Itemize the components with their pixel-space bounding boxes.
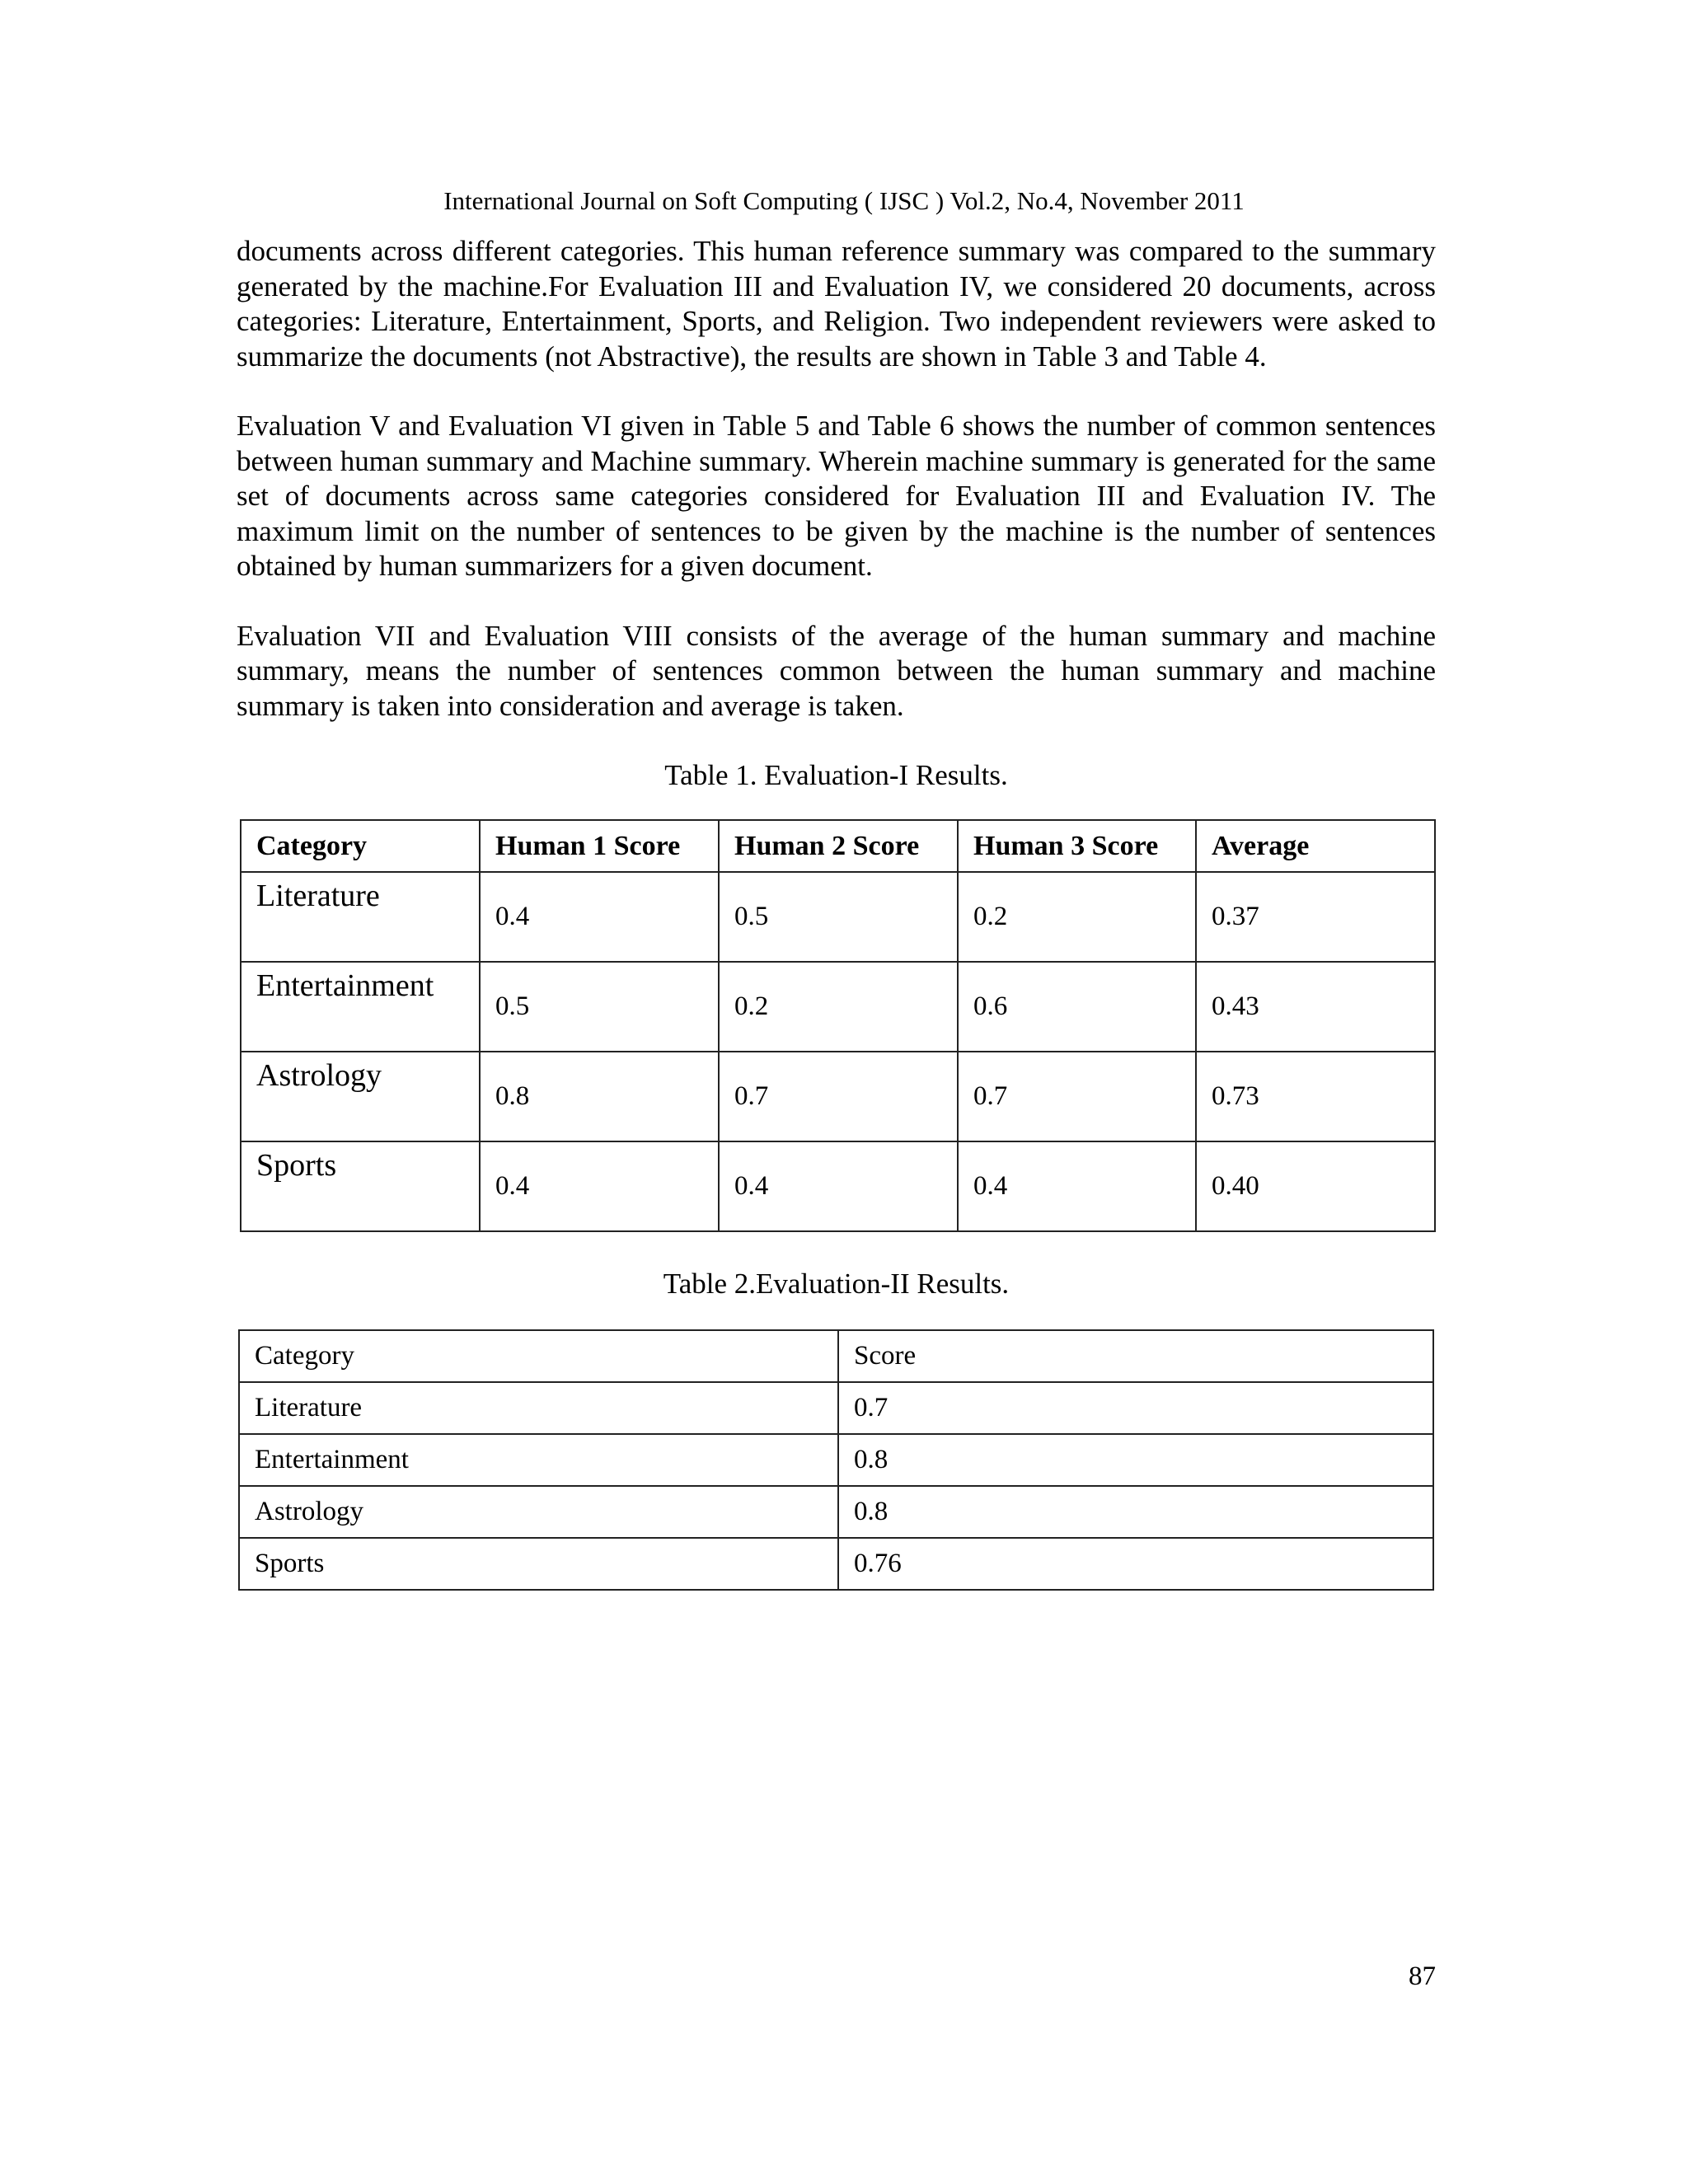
table2-caption: Table 2.Evaluation-II Results. bbox=[663, 1268, 1010, 1300]
category-cell: Literature bbox=[241, 872, 480, 962]
column-header: Score bbox=[838, 1330, 1433, 1382]
score-cell: 0.8 bbox=[838, 1486, 1433, 1538]
score-cell: 0.8 bbox=[480, 1052, 719, 1141]
score-cell: 0.2 bbox=[958, 872, 1196, 962]
category-cell: Entertainment bbox=[241, 962, 480, 1052]
score-cell: 0.5 bbox=[719, 872, 958, 962]
score-cell: 0.76 bbox=[838, 1538, 1433, 1590]
score-cell: 0.2 bbox=[719, 962, 958, 1052]
table-header-row bbox=[239, 1330, 1433, 1382]
column-header: Human 1 Score bbox=[480, 820, 719, 872]
average-cell: 0.73 bbox=[1196, 1052, 1435, 1141]
table-row bbox=[241, 872, 1435, 962]
average-cell: 0.37 bbox=[1196, 872, 1435, 962]
score-cell: 0.6 bbox=[958, 962, 1196, 1052]
score-cell: 0.4 bbox=[480, 872, 719, 962]
body-paragraph: Evaluation V and Evaluation VI given in Table 5 and Table 6 shows the number of common sentences between human summary and Machine summary. Wherein machine summary is generated for the same set of documents across same categories considered for Evaluation III and Evaluation IV. The maximum limit on the number of sentences to be given by the machine is the number of sentences obtained by human summarizers for a given document. bbox=[237, 410, 1436, 582]
table1-caption: Table 1. Evaluation-I Results. bbox=[664, 759, 1008, 791]
column-header: Category bbox=[241, 820, 480, 872]
score-cell: 0.7 bbox=[958, 1052, 1196, 1141]
category-cell: Entertainment bbox=[239, 1434, 838, 1486]
category-cell: Sports bbox=[239, 1538, 838, 1590]
score-cell: 0.4 bbox=[958, 1141, 1196, 1231]
table-row bbox=[241, 962, 1435, 1052]
average-cell: 0.40 bbox=[1196, 1141, 1435, 1231]
column-header: Category bbox=[239, 1330, 838, 1382]
category-cell: Astrology bbox=[239, 1486, 838, 1538]
category-cell: Astrology bbox=[241, 1052, 480, 1141]
table-row bbox=[239, 1486, 1433, 1538]
category-cell: Literature bbox=[239, 1382, 838, 1434]
column-header: Human 3 Score bbox=[958, 820, 1196, 872]
running-header: International Journal on Soft Computing ( IJSC ) Vol.2, No.4, November 2011 bbox=[443, 186, 1245, 215]
table-row bbox=[241, 1141, 1435, 1231]
score-cell: 0.4 bbox=[719, 1141, 958, 1231]
body-paragraph: Evaluation VII and Evaluation VIII consists of the average of the human summary and machine summary, means the number of sentences common between the human summary and machine summary is taken into consideration and average is taken. bbox=[237, 619, 1436, 722]
score-cell: 0.8 bbox=[838, 1434, 1433, 1486]
score-cell: 0.5 bbox=[480, 962, 719, 1052]
column-header: Human 2 Score bbox=[719, 820, 958, 872]
score-cell: 0.7 bbox=[838, 1382, 1433, 1434]
body-paragraph: documents across different categories. This human reference summary was compared to the summary generated by the machine.For Evaluation III and Evaluation IV, we considered 20 documents, across categories: Literature, Entertainment, Sports, and Religion. Two independent reviewers were asked to summarize the documents (not Abstractive), the results are shown in Table 3 and Table 4. bbox=[237, 235, 1436, 373]
score-cell: 0.7 bbox=[719, 1052, 958, 1141]
table-row bbox=[239, 1538, 1433, 1590]
evaluation-2-table bbox=[238, 1329, 1434, 1591]
table-header-row bbox=[241, 820, 1435, 872]
table-row bbox=[241, 1052, 1435, 1141]
page-body bbox=[237, 234, 1436, 1591]
column-header: Average bbox=[1196, 820, 1435, 872]
page-number: 87 bbox=[1409, 1961, 1436, 1991]
evaluation-1-table bbox=[240, 819, 1436, 1232]
average-cell: 0.43 bbox=[1196, 962, 1435, 1052]
table-row bbox=[239, 1434, 1433, 1486]
score-cell: 0.4 bbox=[480, 1141, 719, 1231]
table-row bbox=[239, 1382, 1433, 1434]
category-cell: Sports bbox=[241, 1141, 480, 1231]
